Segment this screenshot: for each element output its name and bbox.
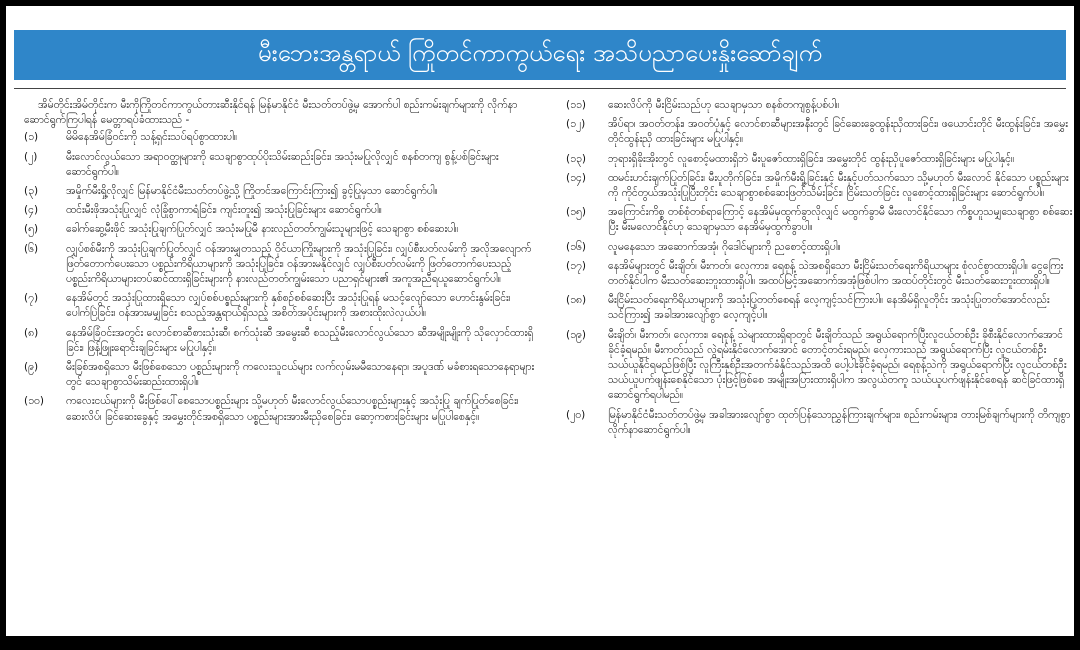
right-column	[566, 98, 1078, 442]
item-text: မိမိနေအိမ်ခြံဝင်းကို သန့်ရှင်းသပ်ရပ်စွာထားပါ။	[66, 131, 238, 144]
item-text: ထင်းမီးဖိုအသုံးပြုလျှင် လုံခြုံစွာကာရံခြင်း၊ ကျင်းတူး၍ အသုံးပြုခြင်းများ ဆောင်ရွက်ပါ။	[66, 204, 382, 217]
item-number: (၁၁)	[566, 99, 587, 111]
item-text: မြန်မာနိုင်ငံမီးသတ်တပ်ဖွဲ့မှ အခါအားလျော်စွာ ထုတ်ပြန်သောညွှန်ကြားချက်များ၊ စည်းကမ်းများ၊ တားမြစ်ချက်များကို တိကျစွာလိုက်နာဆောင်ရွက်ပါ။	[608, 408, 1071, 436]
list-item	[566, 328, 1078, 404]
list-item	[566, 293, 1078, 323]
item-text: နေအိမ်ခြံဝင်းအတွင်း လောင်စာဆီစားသုံးဆီ၊ စက်သုံးဆီ အမွေးဆီ စသည့်မီးလောင်လွယ်သော ဆီအမျိုးမျိုးကို သိုလှောင်ထားရှိခြင်း၊ ဖြန့်ဖြူးရောင်းချခြင်းများ မပြုပါနှင့်။	[66, 326, 534, 354]
title-divider	[14, 88, 1066, 89]
list-item	[566, 408, 1078, 438]
item-number: (၁)	[24, 131, 39, 144]
item-number: (၁၉)	[566, 328, 587, 341]
item-text: ခေါက်ဆွေ့မီးဖိုင် အသုံးပြုချက်ပြုတ်လျှင် အသုံးမပြုမီ နားလည်တတ်ကျွမ်းသူများဖြင့် သေချာစွာ စစ်ဆေးပါ။	[66, 223, 459, 236]
item-text: နေအိမ်တွင် အသုံးပြုထားရှိသော လျှပ်စစ်ပစ္စည်းများကို နှစ်စဉ်စစ်ဆေးပြီး အသုံးပြုရန် မသင့်လျော်သော ဟောင်းနွမ်းခြင်း၊ ပေါက်ပြဲခြင်း၊ ဝန်အားမမျှခြင်း စသည့်အန္တရာယ်ရှိသည့် အစိတ်အပိုင်းများကို အစားထိုးလဲလှယ်ပါ။	[66, 292, 511, 320]
item-number: (၁၄)	[566, 171, 587, 184]
list-item	[24, 150, 536, 180]
item-text: ဘုရားရှိခိုးအိုးတွင် လူစောင့်မထားရှိဘဲ မီးပူဇော်ထားရှိခြင်း၊ အမွှေးတိုင် ထွန်းညှိပူဇော်ထားရှိခြင်းများ မပြုပါနှင့်။	[608, 152, 1015, 165]
item-text: ထမင်းဟင်းချက်ပြုတ်ခြင်း၊ မီးပူတိုက်ခြင်း၊ အမှိုက်မီးရှို့ခြင်းနှင့် မီးနှင့်ပတ်သက်သော သို့မဟုတ် မီးလောင် နိုင်သော ပစ္စည်းများကို ကိုင်တွယ်အသုံးပြုပြီးတိုင်း သေချာစွာစစ်ဆေးဖြတ်သိမ်းခြင်း၊ ငြိမ်းသတ်ခြင်း လူစောင့်ထားရှိခြင်းများ ဆောင်ရွက်ပါ။	[608, 171, 1069, 200]
list-item	[566, 98, 1078, 113]
list-item	[566, 259, 1078, 289]
item-text: လူမနေသော အဆောက်အအုံ၊ ဂိုဒေါင်များကို ညစောင့်ထားရှိပါ။	[608, 240, 841, 253]
item-number: (၃)	[24, 185, 39, 198]
item-number: (၂၀)	[566, 408, 586, 421]
right-item-list	[566, 98, 1078, 438]
notice-panel	[6, 6, 1074, 636]
item-text: မီးချိတ်၊ မီးကတ်၊ လှေကား၊ ရေစုန့် သဲများထားရှိရာတွင် မီးချိတ်သည် အရွယ်ရောက်ပြီးလူငယ်တစ်ဦး ခိုစီးနိုင်လောက်အောင် ခိုင်ခံ့ရမည်။ မီးကတ်သည် လွဲရမ်းနိုင်လောက်အောင် တောင့်တင်းရမည်၊ လှေကားသည် အရွယ်ရောက်ပြီး လူငယ်တစ်ဦး သယ်ယူနိုင်ရမည်ဖြစ်ပြီး လူကြီးနှစ်ဦးအတက်ခံနိုင်သည်အထိ ပေါ့ပါးခိုင်ခံ့ရမည်၊ ရေစုန့်သဲကို အရွယ်ရောက်ပြီး လူငယ်တစ်ဦး သယ်ယူပက်ဖျန်းစေနိုင်သော ပုံးဖြင့်ဖြစ်စေ အမျိုးအပြားထားရှိပါက အလွယ်တကူ သယ်ယူပက်ဖျန်းနိုင်စေရန် ဆင်ခြင်ထားရှိ ဆောင်ရွက်ရပါမည်။	[608, 328, 1067, 402]
list-item	[566, 117, 1078, 147]
item-number: (၄)	[24, 204, 39, 217]
item-number: (၁၃)	[566, 152, 587, 165]
left-column	[24, 98, 536, 429]
item-text: အကြောင်းကိစ္စ တစ်စုံတစ်ရာကြောင့် နေအိမ်မှထွက်ခွာလိုလျှင် မထွက်ခွာမီ မီးလောင်နိုင်သော ကိစ္စဟူသမျှသေချာစွာ စစ်ဆေးပြီး မီးမလောင်နိုင်ဟု သေချာမှသာ နေအိမ်မှထွက်ခွာပါ။	[608, 206, 1073, 234]
item-text: မီးခြစ်အစရှိသော မီးဖြစ်စေသော ပစ္စည်းများကို ကလေးသူငယ်များ လက်လှမ်းမမီသောနေရာ၊ အပူဒဏ် မခံစားရသောနေရာများတွင် သေချာစွာသိမ်းဆည်းထားရှိပါ။	[66, 361, 535, 389]
item-text: လျှပ်စစ်မီးကို အသုံးပြုချက်ပြုတ်လျှင် ဝန်အားမျှတသည့် ဝိုင်ယာကြိုးများကို အသုံးပြုခြင်း၊ လျှပ်စီးပတ်လမ်းကို အလိုအလျောက်ဖြတ်တောက်ပေးသော ပစ္စည်းကိရိယာများကို အသုံးပြုခြင်း၊ ဝန်အားမနိုင်လျှင် လျှပ်စီးပတ်လမ်းကို ဖြတ်တောက်ပေးသည့် ပစ္စည်းကိရိယာများတပ်ဆင်ထားရှိခြင်းများကို နားလည်တတ်ကျွမ်းသော ပညာရှင်များ၏ အကူအညီရယူဆောင်ရွက်ပါ။	[66, 242, 532, 286]
item-number: (၅)	[24, 223, 39, 236]
list-item	[24, 394, 536, 424]
list-item	[24, 360, 536, 390]
item-text: ကလေးငယ်များကို မီးဖြစ်ပေါ်စေသောပစ္စည်းများ သို့မဟုတ် မီးလောင်လွယ်သောပစ္စည်းများနှင့် အသုံးပြု ချက်ပြုတ်စေခြင်း၊ ဆေးလိပ်၊ ခြင်ဆေးခွေနှင့် အမွှေးတိုင်အစရှိသော ပစ္စည်းများအားမီးညှိစေခြင်း၊ ဆော့ကစားခြင်းများ မပြုပါစေနှင့်။	[66, 395, 519, 423]
item-number: (၇)	[24, 292, 39, 305]
item-text: အမှိုက်မီးရှို့လိုလျှင် မြန်မာနိုင်ငံမီးသတ်တပ်ဖွဲ့သို့ ကြိုတင်အကြောင်းကြား၍ ခွင့်ပြုမှသာ ဆောင်ရွက်ပါ။	[66, 185, 438, 198]
list-item	[24, 184, 536, 199]
item-number: (၈)	[24, 326, 39, 339]
item-number: (၁၂)	[566, 118, 586, 131]
notice-title: မီးဘေးအန္တရာယ် ကြိုတင်ကာကွယ်ရေး အသိပညာပေးနှိုးဆော်ချက်	[14, 30, 1066, 80]
item-number: (၆)	[24, 242, 39, 255]
item-text: မီးငြိမ်းသတ်ရေးကိရိယာများကို အသုံးပြုတတ်စေရန် လေ့ကျင့်သင်ကြားပါ။ နေအိမ်ရှိလူတိုင်း အသုံးပြုတတ်အောင်လည်း သင်ကြား၍ အခါအားလျော်စွာ လေ့ကျင့်ပါ။	[608, 294, 1050, 322]
list-item	[24, 222, 536, 237]
list-item	[566, 205, 1078, 235]
item-number: (၁၇)	[566, 259, 587, 272]
item-number: (၉)	[24, 361, 39, 374]
item-number: (၁၈)	[566, 294, 587, 307]
item-text: မီးလောင်လွယ်သော အရာဝတ္ထုများကို သေချာစွာထုပ်ပိုးသိမ်းဆည်းခြင်း၊ အသုံးမပြုလိုလျှင် စနစ်တကျ စွန့်ပစ်ခြင်းများ ဆောင်ရွက်ပါ။	[66, 150, 499, 178]
list-item	[24, 291, 536, 321]
list-item	[24, 203, 536, 218]
item-number: (၁၆)	[566, 240, 587, 253]
list-item	[24, 326, 536, 356]
list-item	[566, 240, 1078, 255]
item-text: ဆေးလိပ်ကို မီးငြိမ်းသည်ဟု သေချာမှသာ စနစ်တကျစွန့်ပစ်ပါ။	[608, 99, 840, 111]
list-item	[24, 130, 536, 145]
item-number: (၁၅)	[566, 206, 587, 219]
item-number: (၂)	[24, 150, 38, 163]
list-item	[566, 171, 1078, 201]
item-text: အိပ်ရာ၊ အဝတ်တန်း၊ အဝတ်ပုံနှင့် လောင်စာဆီများအနီးတွင် ခြင်ဆေးခွေထွန်းညှိထားခြင်း၊ ဖယောင်းတိုင် မီးထွန်းခြင်း၊ အမွှေးတိုင်ထွန်းညှိ ထားခြင်းများ မပြုပါနှင့်။	[608, 118, 1068, 146]
item-text: နေအိမ်များတွင် မီးချိတ်၊ မီးကတ်၊ လှေကား၊ ရေစုန့် သဲအစရှိသော မီးငြိမ်းသတ်ရေးကိရိယာများ စုံလင်စွာထားရှိပါ။ ငွေကြေးတတ်နိုင်ပါက မီးသတ်ဆေးဘူးထားရှိပါ။ အထပ်မြင့်အဆောက်အအုံဖြစ်ပါက အထပ်တိုင်းတွင် မီးသတ်ဆေးဘူးထားရှိပါ။	[608, 259, 1064, 288]
item-number: (၁၀)	[24, 395, 45, 408]
list-item	[566, 152, 1078, 167]
left-item-list	[24, 130, 536, 424]
list-item	[24, 242, 536, 288]
intro-text: အိမ်တိုင်းအိမ်တိုင်းက မီးကိုကြိုတင်ကာကွယ်တားဆီးနိုင်ရန် မြန်မာနိုင်ငံ မီးသတ်တပ်ဖွဲ့မှ အောက်ပါ စည်းကမ်းချက်များကို လိုက်နာဆောင်ရွက်ကြပါရန် မေတ္တာရပ်ခံထားသည် -	[24, 99, 518, 127]
